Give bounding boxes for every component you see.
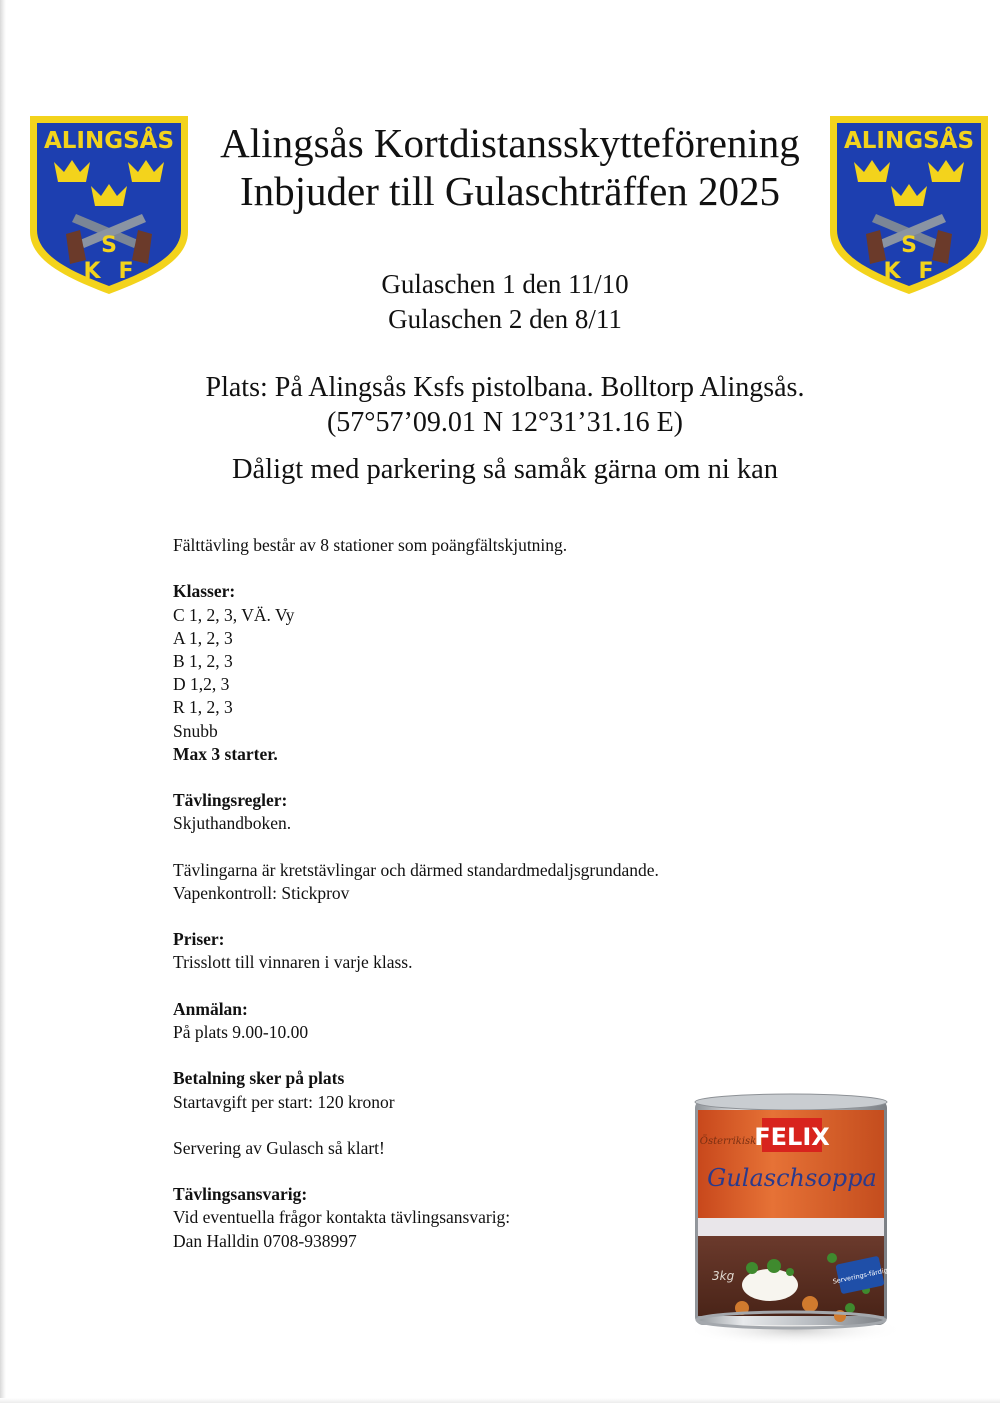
class-item: D 1,2, 3 — [173, 674, 230, 695]
class-item: R 1, 2, 3 — [173, 697, 233, 718]
class-item: Snubb — [173, 720, 218, 741]
event-details — [173, 534, 659, 1253]
logo-text: ALINGSÅS — [843, 128, 975, 154]
logo-letter-s: S — [901, 233, 917, 258]
class-item: C 1, 2, 3, VÄ. Vy — [173, 604, 295, 625]
event-date-2: Gulaschen 2 den 8/11 — [388, 304, 622, 334]
logo-letter-k: K — [883, 259, 901, 284]
rules-heading: Tävlingsregler: — [173, 790, 288, 811]
registration-heading: Anmälan: — [173, 998, 248, 1019]
page-title: Alingsås Kortdistansskytteförening — [220, 120, 800, 166]
location-coordinates: (57°57’09.01 N 12°31’31.16 E) — [326, 407, 683, 438]
logo-letter-f: F — [118, 259, 134, 284]
logo-text: ALINGSÅS — [43, 128, 175, 154]
can-weight: 3kg — [712, 1269, 735, 1283]
event-date-1: Gulaschen 1 den 11/10 — [381, 269, 629, 299]
parking-note: Dåligt med parkering så samåk gärna om ni kan — [231, 454, 779, 485]
logo-letter-k: K — [83, 259, 101, 284]
max-starts-note: Max 3 starter. — [173, 743, 278, 764]
page-subtitle: Inbjuder till Gulaschträffen 2025 — [239, 168, 781, 214]
soup-can-icon — [690, 1090, 900, 1350]
weapon-check: Vapenkontroll: Stickprov — [173, 882, 350, 903]
fee-text: Startavgift per start: 120 kronor — [173, 1091, 395, 1112]
rules-text: Skjuthandboken. — [173, 813, 292, 834]
serving-text: Servering av Gulasch så klart! — [173, 1137, 385, 1158]
contact-heading: Tävlingsansvarig: — [173, 1184, 308, 1205]
page-bottom-edge — [0, 1398, 1000, 1403]
class-item: A 1, 2, 3 — [173, 627, 233, 648]
contact-text: Vid eventuella frågor kontakta tävlingsansvarig: — [173, 1207, 511, 1228]
can-subtitle: Österrikisk — [699, 1136, 757, 1147]
soup-can-image — [690, 1090, 900, 1350]
location-text: Plats: På Alingsås Ksfs pistolbana. Bolltorp Alingsås. — [205, 372, 805, 403]
prizes-heading: Priser: — [173, 929, 225, 950]
payment-heading: Betalning sker på plats — [173, 1068, 345, 1089]
class-item: B 1, 2, 3 — [173, 650, 233, 671]
contact-person: Dan Halldin 0708-938997 — [173, 1230, 357, 1251]
district-info: Tävlingarna är kretstävlingar och därmed standardmedaljsgrundande. — [173, 859, 659, 880]
registration-text: På plats 9.00-10.00 — [173, 1021, 309, 1042]
classes-heading: Klasser: — [173, 581, 236, 602]
page-left-edge — [0, 0, 6, 1403]
prizes-text: Trisslott till vinnaren i varje klass. — [173, 952, 413, 973]
intro-text: Fälttävling består av 8 stationer som poängfältskjutning. — [173, 535, 568, 555]
logo-letter-f: F — [918, 259, 934, 284]
can-brand: FELIX — [754, 1123, 830, 1151]
can-product: Gulaschsoppa — [707, 1164, 877, 1192]
can-badge: Serverings-färdig — [831, 1266, 889, 1286]
logo-letter-s: S — [101, 233, 117, 258]
